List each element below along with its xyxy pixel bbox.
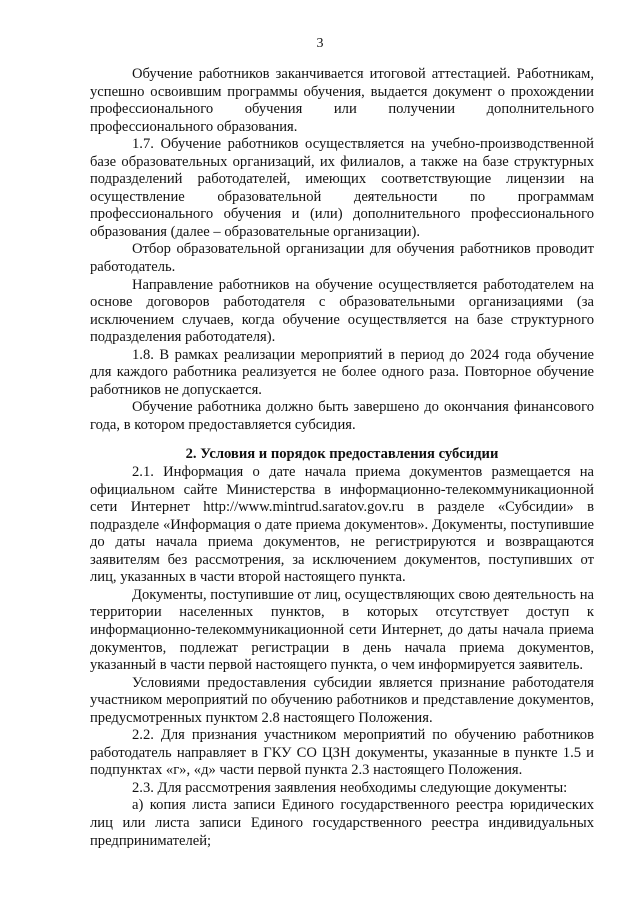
paragraph: Обучение работников заканчивается итоговой аттестацией. Работникам, успешно освоившим программы обучения, выдается документ о прохождении профессионального обучения или получении дополнительного профессионального образования. xyxy=(90,66,594,135)
document-body xyxy=(90,66,594,850)
paragraph: Обучение работника должно быть завершено до окончания финансового года, в котором предоставляется субсидия. xyxy=(90,399,594,433)
paragraph: 2.1. Информация о дате начала приема документов размещается на официальном сайте Министерства в информационно-телекоммуникационной сети Интернет http://www.mintrud.saratov.gov.ru в разделе «Субсидии» в подразделе «Информация о дате приема документов». Документы, поступившие до даты начала приема документов, не регистрируются и возвращаются заявителям без рассмотрения, за исключением документов, поступивших от лиц, указанных в части второй настоящего пункта. xyxy=(90,464,594,586)
paragraph: 2.3. Для рассмотрения заявления необходимы следующие документы: xyxy=(132,779,568,796)
paragraph: Условиями предоставления субсидии является признание работодателя участником мероприятий по обучению работников и представление документов, предусмотренных пунктом 2.8 настоящего Положения. xyxy=(90,674,594,726)
paragraph: Направление работников на обучение осуществляется работодателем на основе договоров работодателя с образовательными организациями (за исключением случаев, когда обучение осуществляется на базе структурного подразделения работодателя). xyxy=(90,276,594,346)
paragraph: 1.7. Обучение работников осуществляется на учебно-производственной базе образовательных организаций, их филиалов, а также на базе структурных подразделений работодателей, имеющих соответствующие лицензии на осуществление образовательной деятельности по программам профессионального обучения и (или) дополнительного профессионального образования (далее – образовательные организации). xyxy=(90,136,594,240)
page-number: 3 xyxy=(316,36,324,51)
section-heading: 2. Условия и порядок предоставления субсидии xyxy=(185,446,499,463)
paragraph: 1.8. В рамках реализации мероприятий в период до 2024 года обучение для каждого работника реализуется не более одного раза. Повторное обучение работников не допускается. xyxy=(90,346,594,398)
paragraph: 2.2. Для признания участником мероприятий по обучению работников работодатель направляет в ГКУ СО ЦЗН документы, указанные в пункте 1.5 и подпунктах «г», «д» части первой пункта 2.3 настоящего Положения. xyxy=(90,727,594,779)
paragraph: Отбор образовательной организации для обучения работников проводит работодатель. xyxy=(90,241,594,276)
paragraph: Документы, поступившие от лиц, осуществляющих свою деятельность на территории населенных пунктов, в которых отсутствует доступ к информационно-телекоммуникационной сети Интернет, до даты начала приема документов, подлежат регистрации в день начала приема документов, указанный в части первой настоящего пункта, о чем информируется заявитель. xyxy=(90,586,594,674)
paragraph: а) копия листа записи Единого государственного реестра юридических лиц или листа записи Единого государственного реестра индивидуальных предпринимателей; xyxy=(90,797,594,849)
